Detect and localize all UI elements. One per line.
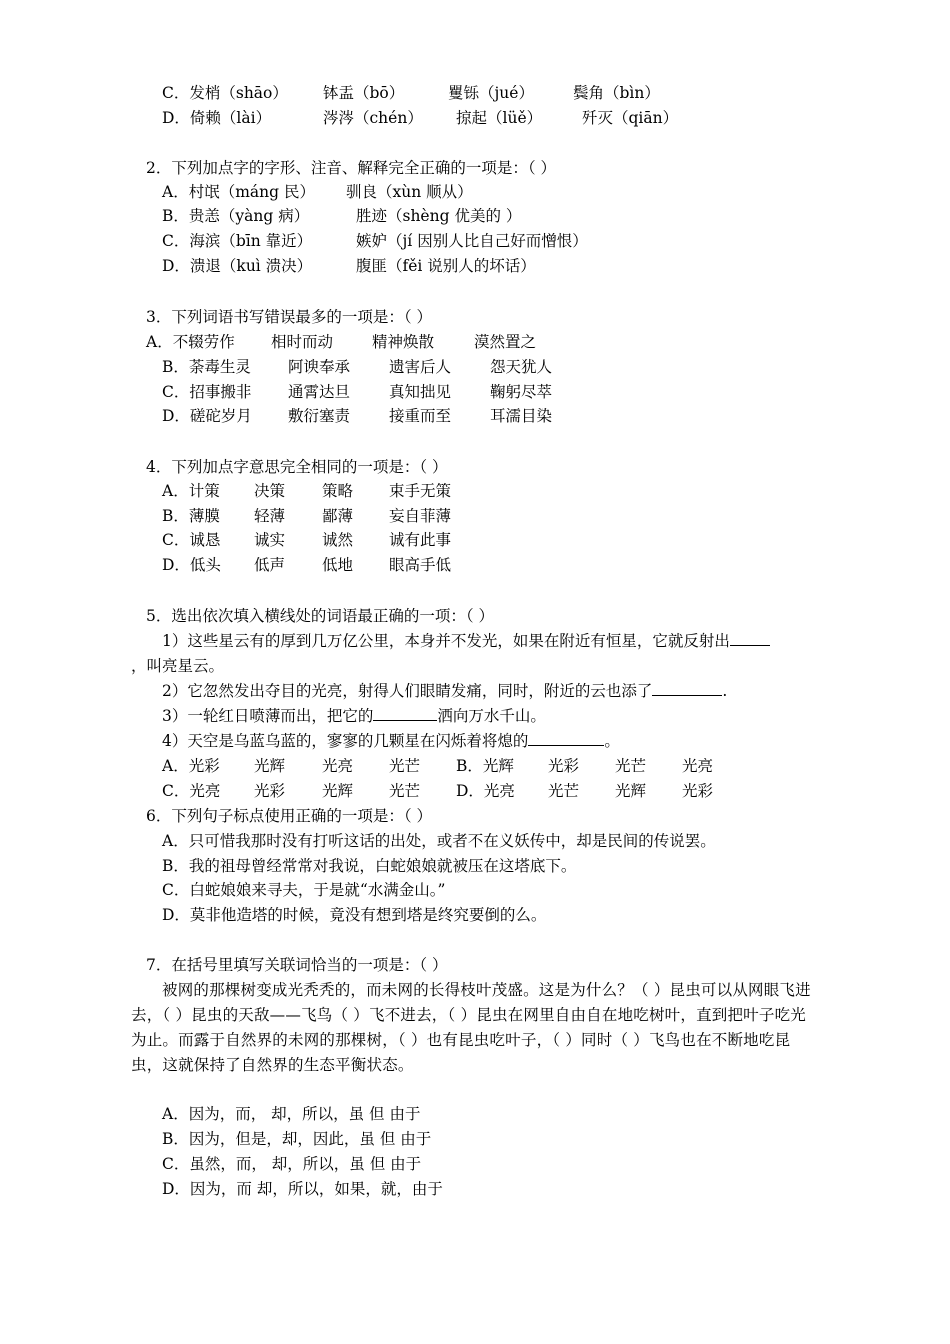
q3-d-item-3: 接重而至 (389, 407, 452, 425)
q1-d-item-4: 歼灭（qiān） (582, 109, 679, 127)
q5-r1-item-7: 光芒 (615, 757, 647, 775)
q3-b-item-2: 阿谀奉承 (288, 358, 351, 376)
q4-d-item-4: 眼高手低 (389, 556, 452, 574)
q5-r1-item-3: 光亮 (322, 757, 354, 775)
q5-r2-item-2: 光彩 (254, 782, 286, 800)
q3-c-item-2: 通霄达旦 (288, 383, 351, 401)
q5-s2-text: 2）它忽然发出夺目的光亮，射得人们眼睛发痛，同时，附近的云也添了 (162, 682, 653, 700)
q7-stem: 7．在括号里填写关联词恰当的一项是：（ ） (146, 956, 448, 974)
q2-b-item-1: B．贵恙（yàng 病） (162, 207, 310, 225)
q3-d-item-4: 耳濡目染 (490, 407, 553, 425)
q3-c-item-1: C．招事搬非 (162, 383, 252, 401)
q3-b-item-3: 遗害后人 (389, 358, 452, 376)
q5-s4-end: 。 (604, 732, 620, 750)
q2-d-item-1: D．溃退（kuì 溃决） (162, 257, 313, 275)
q6-option-c: C．白蛇娘娘来寻夫，于是就“水满金山。” (162, 881, 446, 899)
q7-option-c: C．虽然，而， 却，所以，虽 但 由于 (162, 1155, 422, 1173)
q1-c-item-4: 鬓角（bìn） (573, 84, 660, 102)
q6-stem: 6．下列句子标点使用正确的一项是：（ ） (146, 807, 433, 825)
q4-b-item-3: 鄙薄 (322, 507, 354, 525)
q5-r1-item-4: 光芒 (389, 757, 421, 775)
q5-sentence-3 (162, 706, 546, 726)
q6-option-a: A．只可惜我那时没有打听这话的出处，或者不在义妖传中，却是民间的传说罢。 (162, 832, 716, 850)
q4-a-item-2: 决策 (254, 482, 286, 500)
q4-b-item-4: 妄自菲薄 (389, 507, 452, 525)
q3-a-item-3: 精神焕散 (372, 333, 435, 351)
q5-s3-text: 3）一轮红日喷薄而出，把它的 (162, 707, 374, 725)
q6-option-d: D．莫非他造塔的时候，竟没有想到塔是终究要倒的么。 (162, 906, 547, 924)
q5-s1-text: 1）这些星云有的厚到几万亿公里，本身并不发光，如果在附近有恒星，它就反射出 (162, 632, 730, 650)
q3-stem: 3．下列词语书写错误最多的一项是：（ ） (146, 308, 433, 326)
q2-b-item-2: 胜迹（shèng 优美的 ） (356, 207, 522, 225)
q4-c-item-2: 诚实 (254, 531, 286, 549)
q4-stem: 4．下列加点字意思完全相同的一项是：（ ） (146, 458, 448, 476)
q4-a-item-3: 策略 (322, 482, 354, 500)
q5-s3-blank (373, 706, 437, 721)
q3-a-item-1: A．不辍劳作 (146, 333, 235, 351)
q5-r2-item-8: 光彩 (682, 782, 714, 800)
q5-r1-item-5: B．光辉 (456, 757, 514, 775)
q5-sentence-1 (162, 631, 770, 651)
q3-b-item-4: 怨天犹人 (490, 358, 553, 376)
q3-b-item-1: B．荼毒生灵 (162, 358, 251, 376)
q1-d-item-1: D．倚赖（lài） (162, 109, 272, 127)
q7-option-d: D．因为，而 却，所以，如果，就，由于 (162, 1180, 443, 1198)
q7-passage: 被网的那棵树变成光秃秃的，而未网的长得枝叶茂盛。这是为什么？（ ）昆虫可以从网眼飞进去，（ ）昆虫的天敌——飞鸟（ ）飞不进去，（ ）昆虫在网里自由自在地吃树叶，直到把叶子吃光为止。而露于自然界的未网的那棵树，（ ）也有昆虫吃叶子，（ ）同时（ ）飞鸟也在不断地吃昆虫，这就保持了自然界的生态平衡状态。 (131, 981, 811, 1074)
q2-stem: 2．下列加点字的字形、注音、解释完全正确的一项是：（ ） (146, 159, 557, 177)
q1-d-item-3: 掠起（lüě） (456, 109, 543, 127)
q3-d-item-2: 敷衍塞责 (288, 407, 351, 425)
q4-c-item-1: C．诚恳 (162, 531, 221, 549)
q1-c-item-1: C．发梢（shāo） (162, 84, 288, 102)
q5-r2-item-1: C．光亮 (162, 782, 221, 800)
q4-c-item-3: 诚然 (322, 531, 354, 549)
q5-r2-item-6: 光芒 (548, 782, 580, 800)
q5-r2-item-4: 光芒 (389, 782, 421, 800)
q2-d-item-2: 腹匪（fěi 说别人的坏话） (356, 257, 536, 275)
q3-a-item-4: 漠然置之 (474, 333, 537, 351)
q5-sentence-1-cont: ，叫亮星云。 (131, 657, 225, 675)
q2-c-item-1: C．海滨（bīn 靠近） (162, 232, 313, 250)
q6-option-b: B．我的祖母曾经常常对我说，白蛇娘娘就被压在这塔底下。 (162, 857, 577, 875)
q5-r1-item-8: 光亮 (682, 757, 714, 775)
q5-sentence-4 (162, 731, 620, 751)
q5-r2-item-5: D．光亮 (456, 782, 515, 800)
q4-a-item-4: 束手无策 (389, 482, 452, 500)
q3-c-item-3: 真知拙见 (389, 383, 452, 401)
q5-s2-blank (652, 681, 722, 696)
q4-a-item-1: A．计策 (162, 482, 220, 500)
q4-d-item-3: 低地 (322, 556, 354, 574)
q3-d-item-1: D．磋砣岁月 (162, 407, 252, 425)
q4-c-item-4: 诚有此事 (389, 531, 452, 549)
q4-b-item-1: B．薄膜 (162, 507, 220, 525)
q2-a-item-1: A．村氓（máng 民） (162, 183, 315, 201)
q5-stem: 5．选出依次填入横线处的词语最正确的一项：（ ） (146, 607, 495, 625)
q2-a-item-2: 驯良（xùn 顺从） (346, 183, 473, 201)
q5-r1-item-1: A．光彩 (162, 757, 220, 775)
q5-sentence-2 (162, 681, 727, 701)
q7-option-b: B．因为，但是，却，因此，虽 但 由于 (162, 1130, 432, 1148)
q4-d-item-1: D．低头 (162, 556, 221, 574)
q7-option-a: A．因为，而， 却，所以，虽 但 由于 (162, 1105, 421, 1123)
q5-r1-item-6: 光彩 (548, 757, 580, 775)
q4-b-item-2: 轻薄 (254, 507, 286, 525)
q3-a-item-2: 相时而动 (271, 333, 334, 351)
q1-d-item-2: 涔涔（chén） (323, 109, 423, 127)
q5-r1-item-2: 光辉 (254, 757, 286, 775)
q3-c-item-4: 鞠躬尽萃 (490, 383, 553, 401)
q5-r2-item-7: 光辉 (615, 782, 647, 800)
q5-s2-end: . (722, 682, 728, 700)
q5-s3-end: 洒向万水千山。 (437, 707, 546, 725)
q5-s1-blank (730, 631, 770, 646)
q2-c-item-2: 嫉妒（jí 因别人比自己好而憎恨） (356, 232, 588, 250)
q1-c-item-3: 矍铄（jué） (448, 84, 534, 102)
q5-r2-item-3: 光辉 (322, 782, 354, 800)
q5-s4-text: 4）天空是乌蓝乌蓝的，寥寥的几颗星在闪烁着将熄的 (162, 732, 529, 750)
q5-s4-blank (528, 731, 604, 746)
q1-c-item-2: 钵盂（bō） (323, 84, 405, 102)
q4-d-item-2: 低声 (254, 556, 286, 574)
